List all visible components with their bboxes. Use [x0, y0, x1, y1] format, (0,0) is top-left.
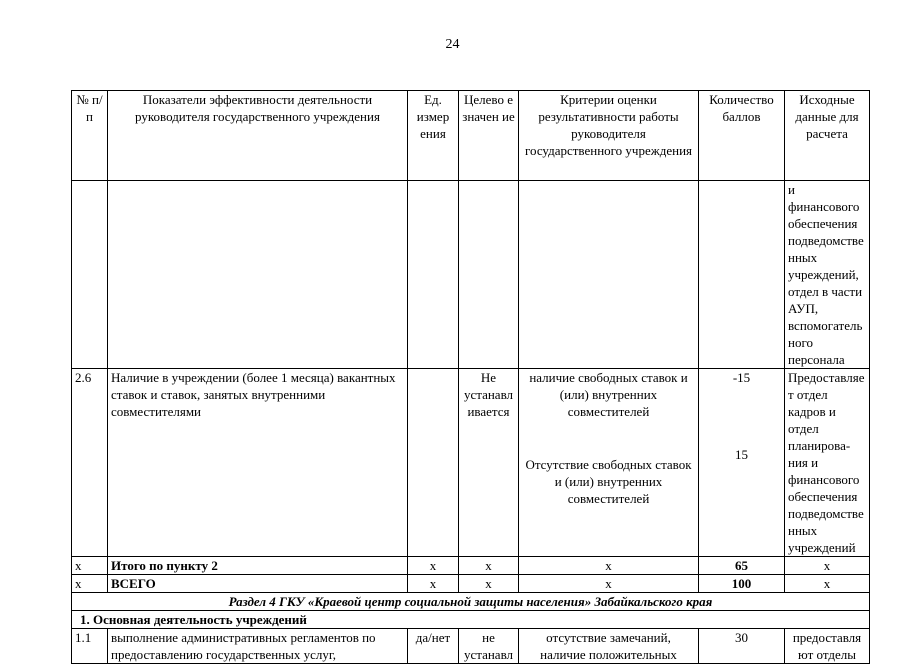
total-target: х: [459, 557, 519, 575]
total-source: х: [785, 557, 870, 575]
section-row: [72, 593, 870, 611]
header-points: Количество баллов: [699, 91, 785, 181]
row-1-1-points: 30: [699, 629, 785, 664]
grand-num: х: [72, 575, 108, 593]
header-indicator: Показатели эффективности деятельности руководителя государственного учреждения: [108, 91, 408, 181]
grand-label: ВСЕГО: [108, 575, 408, 593]
total-points: 65: [699, 557, 785, 575]
row-2-6-indicator: Наличие в учреждении (более 1 месяца) вакантных ставок и ставок, занятых внутренними совместителями: [108, 369, 408, 557]
row-2-6-points-2: 15: [735, 447, 748, 462]
row-1-1-num: 1.1: [72, 629, 108, 664]
table-header-row: [72, 91, 870, 181]
row-1-1-criteria: отсутствие замечаний, наличие положительных: [519, 629, 699, 664]
grand-unit: х: [408, 575, 459, 593]
row-2-6-source: Предоставляе т отдел кадров и отдел планирова- ния и финансового обеспечения подведомстве нных учреждений: [785, 369, 870, 557]
row-2-6-criteria-1: наличие свободных ставок и (или) внутренних совместителей: [529, 370, 688, 419]
row-2-6-points-1: -15: [732, 370, 751, 385]
row-1-1-indicator: выполнение административных регламентов по предоставлению государственных услуг,: [108, 629, 408, 664]
grand-source: х: [785, 575, 870, 593]
continued-source: и финансового обеспечения подведомстве нных учреждений, отдел в части АУП, вспомогатель ного персонала: [785, 181, 870, 369]
indicators-table: [71, 90, 870, 664]
table-row: [72, 629, 870, 664]
total-label: Итого по пункту 2: [108, 557, 408, 575]
grand-total-row: [72, 575, 870, 593]
total-num: х: [72, 557, 108, 575]
row-1-1-unit: да/нет: [408, 629, 459, 664]
total-unit: х: [408, 557, 459, 575]
header-num: № п/п: [72, 91, 108, 181]
grand-points: 100: [699, 575, 785, 593]
total-row: [72, 557, 870, 575]
row-2-6-target: Не устанавл ивается: [459, 369, 519, 557]
row-1-1-target: не устанавл: [459, 629, 519, 664]
row-2-6-points: [699, 369, 785, 557]
subsection-title: 1. Основная деятельность учреждений: [72, 611, 870, 629]
header-criteria: Критерии оценки результативности работы руководителя государственного учреждения: [519, 91, 699, 181]
grand-criteria: х: [519, 575, 699, 593]
header-target: Целево е значен ие: [459, 91, 519, 181]
row-2-6-num: 2.6: [72, 369, 108, 557]
grand-target: х: [459, 575, 519, 593]
subsection-row: [72, 611, 870, 629]
page-number: 24: [445, 37, 460, 52]
table-row: [72, 181, 870, 369]
header-source: Исходные данные для расчета: [785, 91, 870, 181]
row-1-1-source: предоставля ют отделы: [785, 629, 870, 664]
row-2-6-criteria: [519, 369, 699, 557]
section-title: Раздел 4 ГКУ «Краевой центр социальной защиты населения» Забайкальского края: [72, 593, 870, 611]
table-row: [72, 369, 870, 557]
header-unit: Ед. измер ения: [408, 91, 459, 181]
row-2-6-criteria-2: Отсутствие свободных ставок и (или) внутренних совместителей: [525, 457, 692, 506]
total-criteria: х: [519, 557, 699, 575]
